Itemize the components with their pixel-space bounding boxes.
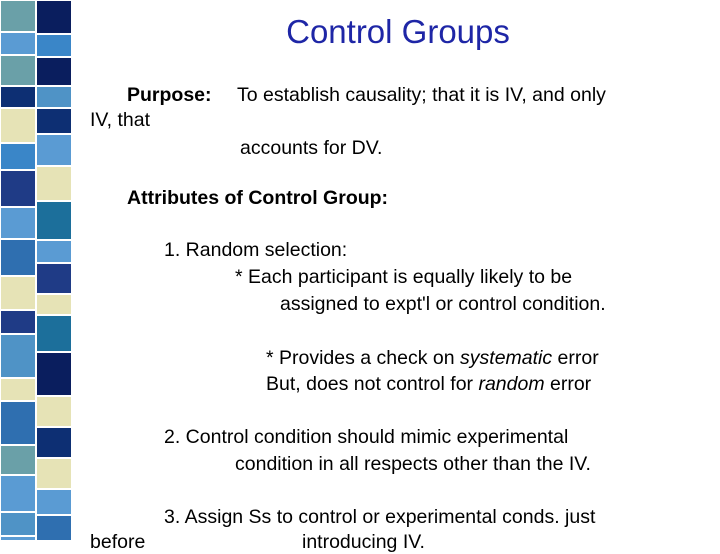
stripe-tile [0,86,36,108]
item-3-line-3: introducing IV. [302,531,425,553]
stripe-tile [36,458,72,489]
stripe-tile [0,401,36,445]
stripe-tile [36,263,72,294]
purpose-text-line-2: IV, that [90,109,150,131]
purpose-text-line-1: To establish causality; that it is IV, and only [237,84,606,106]
item-2-line-2: condition in all respects other than the IV. [235,453,591,475]
attributes-heading: Attributes of Control Group: [127,187,389,209]
item-1-sub-1-line-1: * Each participant is equally likely to be [235,266,573,288]
purpose-label: Purpose: [127,84,212,106]
item-3-line-2: before [90,531,146,553]
stripe-tile [0,334,36,378]
stripe-tile [0,310,36,334]
stripe-tile [0,475,36,512]
stripe-tile [36,427,72,458]
emphasis-systematic: systematic [460,347,553,369]
sub-2-line-2-pre: But, does not control for [266,373,479,395]
sub-2-line-1-pre: * Provides a check on [266,347,461,369]
stripe-tile [0,108,36,143]
stripe-tile [0,276,36,310]
stripe-tile [36,240,72,263]
stripe-tile [0,536,36,540]
stripe-tile [36,489,72,515]
stripe-tile [0,170,36,207]
emphasis-random: random [478,373,545,395]
stripe-tile [36,352,72,396]
stripe-tile [36,201,72,240]
slide-title: Control Groups [286,13,510,50]
item-1-sub-2-line-2 [266,372,591,396]
stripe-tile [36,108,72,134]
item-3-line-1: 3. Assign Ss to control or experimental conds. just [164,506,596,528]
stripe-tile [0,143,36,170]
stripe-tile [0,239,36,276]
stripe-tile [36,396,72,427]
stripe-tile [36,134,72,166]
stripe-tile [36,57,72,86]
stripe-tile [0,207,36,239]
sub-2-line-1-post: error [552,347,599,369]
sub-2-line-2-post: error [544,373,592,395]
stripe-tile [36,294,72,315]
decorative-stripe [0,0,72,540]
item-1-label: 1. Random selection: [164,239,348,261]
purpose-text-line-3: accounts for DV. [240,137,383,159]
stripe-tile [0,512,36,536]
stripe-tile [36,515,72,540]
stripe-tile [36,86,72,108]
item-1-sub-1-line-2: assigned to expt'l or control condition. [280,293,606,315]
stripe-tile [0,445,36,475]
stripe-tile [36,166,72,201]
item-2-line-1: 2. Control condition should mimic experimental [164,426,569,448]
stripe-tile [0,378,36,401]
stripe-tile [0,55,36,86]
stripe-tile [36,315,72,352]
item-1-sub-2-line-1 [266,346,599,370]
